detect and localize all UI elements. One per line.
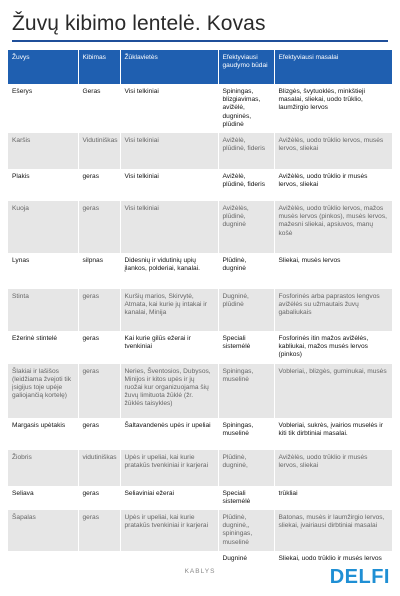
cell-bait: Avižėlės, uodo trūklio lervos, mažos musės lervos (pinkos), musės lervos, mažesni sliekai, apsiuvos, manų košė: [274, 201, 392, 253]
cell-bite: geras: [78, 201, 120, 253]
cell-bite: geras: [78, 510, 120, 551]
col-header-bait: Efektyviausi masalai: [274, 50, 392, 84]
col-header-method: Efektyviausi gaudymo būdai: [218, 50, 274, 84]
cell-method: Dugninė, plūdinė: [218, 289, 274, 331]
table-row: [8, 450, 392, 486]
cell-fish: Ešerys: [8, 84, 78, 133]
cell-bait: Vobleriai,, blizgės, guminukai, musės: [274, 364, 392, 418]
cell-place: Visi telkiniai: [120, 201, 218, 253]
delfi-logo: DELFI: [329, 566, 390, 588]
cell-method: Avižėlė, plūdinė, fideris: [218, 169, 274, 201]
table-row: [8, 486, 392, 510]
col-header-fish: Žuvys: [8, 50, 78, 84]
cell-method: Avižėlė, plūdinė, fideris: [218, 133, 274, 169]
cell-place: [120, 551, 218, 567]
cell-bait: Avižėlės, uodo trūklio ir musės lervos, sliekai: [274, 169, 392, 201]
table-row: [8, 201, 392, 253]
cell-fish: Lynas: [8, 253, 78, 289]
cell-place: Šaltavandenės upės ir upeliai: [120, 418, 218, 450]
cell-fish: [8, 551, 78, 567]
cell-bite: silpnas: [78, 253, 120, 289]
cell-fish: Plakis: [8, 169, 78, 201]
col-header-place: Žūklavietės: [120, 50, 218, 84]
cell-fish: Šapalas: [8, 510, 78, 551]
cell-place: Upės ir upeliai, kai kurie pratakūs tvenkiniai ir karjerai: [120, 450, 218, 486]
cell-bite: geras: [78, 364, 120, 418]
cell-bait: Batonas, musės ir laumžirgio lervos, sliekai, įvairiausi dirbtiniai masalai: [274, 510, 392, 551]
cell-bait: Vobleriai, sukrės, įvairios muselės ir kiti tik dirbtiniai masalai.: [274, 418, 392, 450]
cell-method: Plūdinė, dugninė,: [218, 450, 274, 486]
cell-bite: geras: [78, 486, 120, 510]
cell-fish: Stinta: [8, 289, 78, 331]
cell-bait: Fosforinės arba paprastos lengvos avižėlės su užmautais žuvų gabaliukais: [274, 289, 392, 331]
cell-method: Speciali sistemėlė: [218, 486, 274, 510]
cell-bite: geras: [78, 331, 120, 364]
cell-bite: geras: [78, 418, 120, 450]
table-row: [8, 510, 392, 551]
title-divider: [12, 40, 388, 42]
cell-method: Plūdinė, dugninė: [218, 253, 274, 289]
cell-place: Visi telkiniai: [120, 84, 218, 133]
cell-bite: Vidutiniškas: [78, 133, 120, 169]
cell-place: Neries, Šventosios, Dubysos, Minijos ir kitos upės ir jų ruožai kur organizuojama šių žuvų limituota žūklė (žr. žūklės taisykles): [120, 364, 218, 418]
cell-bait: Sliekai, musės lervos: [274, 253, 392, 289]
table-row: [8, 253, 392, 289]
cell-fish: Margasis upėtakis: [8, 418, 78, 450]
table-body: [8, 84, 392, 567]
cell-bait: trūkliai: [274, 486, 392, 510]
cell-bite: [78, 551, 120, 567]
cell-place: Kai kurie gilūs ežerai ir tvenkiniai: [120, 331, 218, 364]
cell-method: Dugninė: [218, 551, 274, 567]
cell-place: Visi telkiniai: [120, 169, 218, 201]
cell-bait: Avižėlės, uodo trūklio lervos, musės lervos, sliekai: [274, 133, 392, 169]
table-row: [8, 133, 392, 169]
table-row: [8, 364, 392, 418]
page-title: Žuvų kibimo lentelė. Kovas: [12, 12, 266, 35]
fishing-table: [8, 50, 393, 567]
cell-fish: Ežerinė stintelė: [8, 331, 78, 364]
cell-fish: Seliava: [8, 486, 78, 510]
cell-bait: Fosforinės itin mažos avižėlės, kabliukai, mažos musės lervos (pinkos): [274, 331, 392, 364]
cell-bite: geras: [78, 169, 120, 201]
col-header-bite: Kibimas: [78, 50, 120, 84]
cell-bite: Geras: [78, 84, 120, 133]
table-row: [8, 289, 392, 331]
cell-bite: geras: [78, 289, 120, 331]
cell-bite: vidutiniškas: [78, 450, 120, 486]
table-row: [8, 169, 392, 201]
cell-method: Speciali sistemėlė: [218, 331, 274, 364]
cell-method: Avižėlės, plūdinė, dugninė: [218, 201, 274, 253]
table-row: [8, 551, 392, 567]
table-row: [8, 418, 392, 450]
table-header-row: [8, 50, 392, 84]
footer-label: KABLYS: [184, 568, 216, 575]
cell-fish: Žiobris: [8, 450, 78, 486]
cell-method: Plūdinė, dugninė,, spiningas, muselinė: [218, 510, 274, 551]
cell-bait: Blizgės, švytuoklės, minkštieji masalai, sliekai, uodo trūklio, laumžirgio lervos: [274, 84, 392, 133]
cell-bait: Avižėlės, uodo trūklio ir musės lervos, sliekai: [274, 450, 392, 486]
cell-fish: Šlakiai ir lašišos (leidžiama žvejoti tik įsigijus toje upėje galiojančią kortelę): [8, 364, 78, 418]
cell-method: Spiningas, muselinė: [218, 418, 274, 450]
table-row: [8, 331, 392, 364]
cell-method: Spiningas, blizgiavimas, avižėlė, dugninės, plūdinė: [218, 84, 274, 133]
cell-fish: Kuoja: [8, 201, 78, 253]
cell-fish: Karšis: [8, 133, 78, 169]
cell-place: Visi telkiniai: [120, 133, 218, 169]
cell-place: Seliaviniai ežerai: [120, 486, 218, 510]
cell-bait: Sliekai, uodo trūklio ir musės lervos: [274, 551, 392, 567]
table-row: [8, 84, 392, 133]
cell-place: Didesnių ir vidutinių upių įlankos, polderiai, kanalai.: [120, 253, 218, 289]
cell-place: Kuršių marios, Skirvytė, Atmata, kai kurie jų intakai ir kanalai, Minija: [120, 289, 218, 331]
cell-method: Spiningas, muselinė: [218, 364, 274, 418]
cell-place: Upės ir upeliai, kai kurie pratakūs tvenkiniai ir karjerai: [120, 510, 218, 551]
